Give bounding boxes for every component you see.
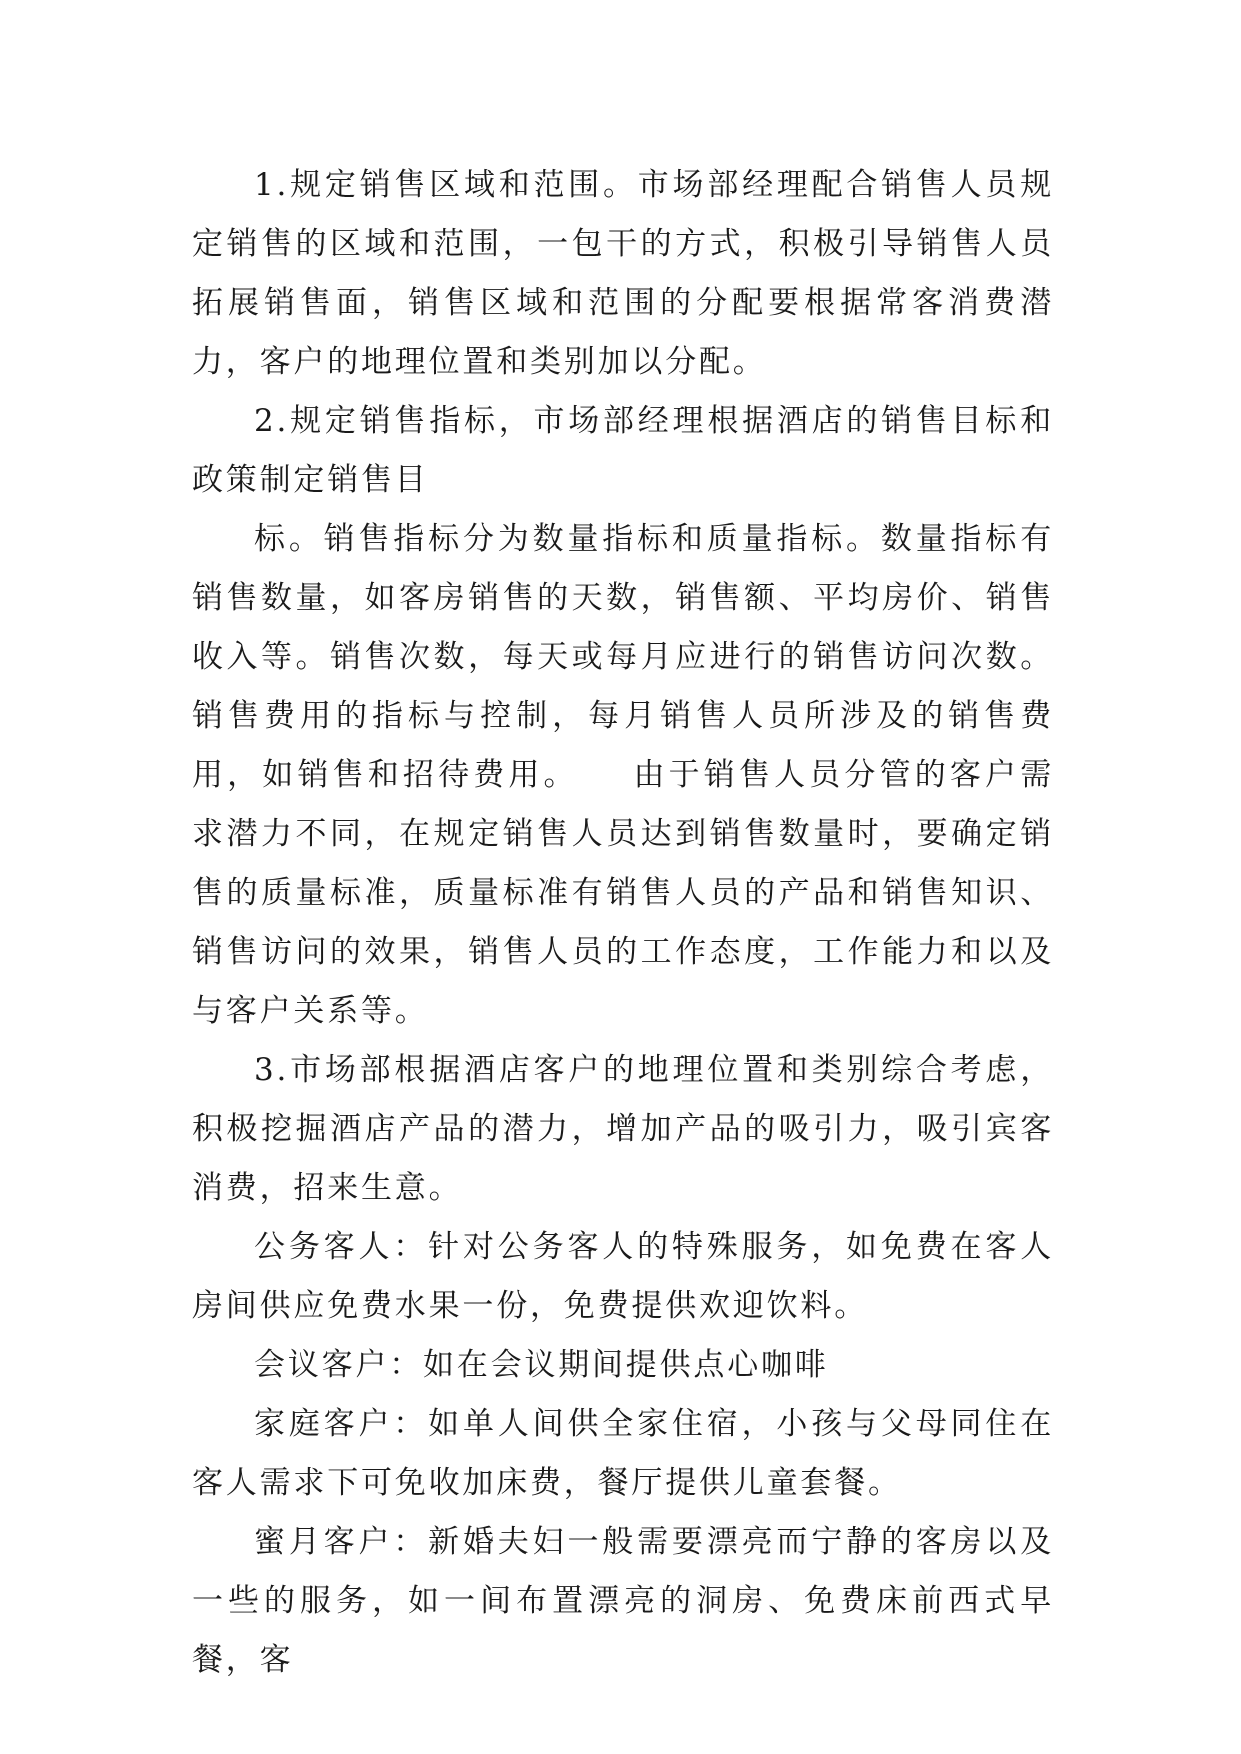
paragraph-sales-area: 1.规定销售区域和范围。市场部经理配合销售人员规定销售的区域和范围，一包干的方式，积极引导销售人员拓展销售面，销售区域和范围的分配要根据常客消费潜力，客户的地理位置和类别加以分配。 [192, 167, 1054, 380]
paragraph-customer-strategy: 3.市场部根据酒店客户的地理位置和类别综合考虑，积极挖掘酒店产品的潜力，增加产品的吸引力，吸引宾客消费，招来生意。 [192, 1052, 1054, 1206]
document-body [192, 156, 1054, 1690]
paragraph-honeymoon-guests: 蜜月客户：新婚夫妇一般需要漂亮而宁静的客房以及一些的服务，如一间布置漂亮的洞房、免费床前西式早餐，客 [192, 1524, 1054, 1678]
paragraph-business-guests: 公务客人：针对公务客人的特殊服务，如免费在客人房间供应免费水果一份，免费提供欢迎饮料。 [192, 1229, 1054, 1324]
paragraph-conference-guests: 会议客户：如在会议期间提供点心咖啡 [254, 1347, 829, 1383]
paragraph-sales-indicators: 标。销售指标分为数量指标和质量指标。数量指标有销售数量，如客房销售的天数，销售额、平均房价、销售收入等。销售次数，每天或每月应进行的销售访问次数。销售费用的指标与控制，每月销售人员所涉及的销售费用，如销售和招待费用。 由于销售人员分管的客户需求潜力不同，在规定销售人员达到销售数量时，要确定销售的质量标准，质量标准有销售人员的产品和销售知识、销售访问的效果，销售人员的工作态度，工作能力和以及与客户关系等。 [192, 521, 1054, 1029]
paragraph-sales-target: 2.规定销售指标，市场部经理根据酒店的销售目标和政策制定销售目 [192, 403, 1054, 498]
paragraph-family-guests: 家庭客户：如单人间供全家住宿，小孩与父母同住在客人需求下可免收加床费，餐厅提供儿童套餐。 [192, 1406, 1054, 1501]
